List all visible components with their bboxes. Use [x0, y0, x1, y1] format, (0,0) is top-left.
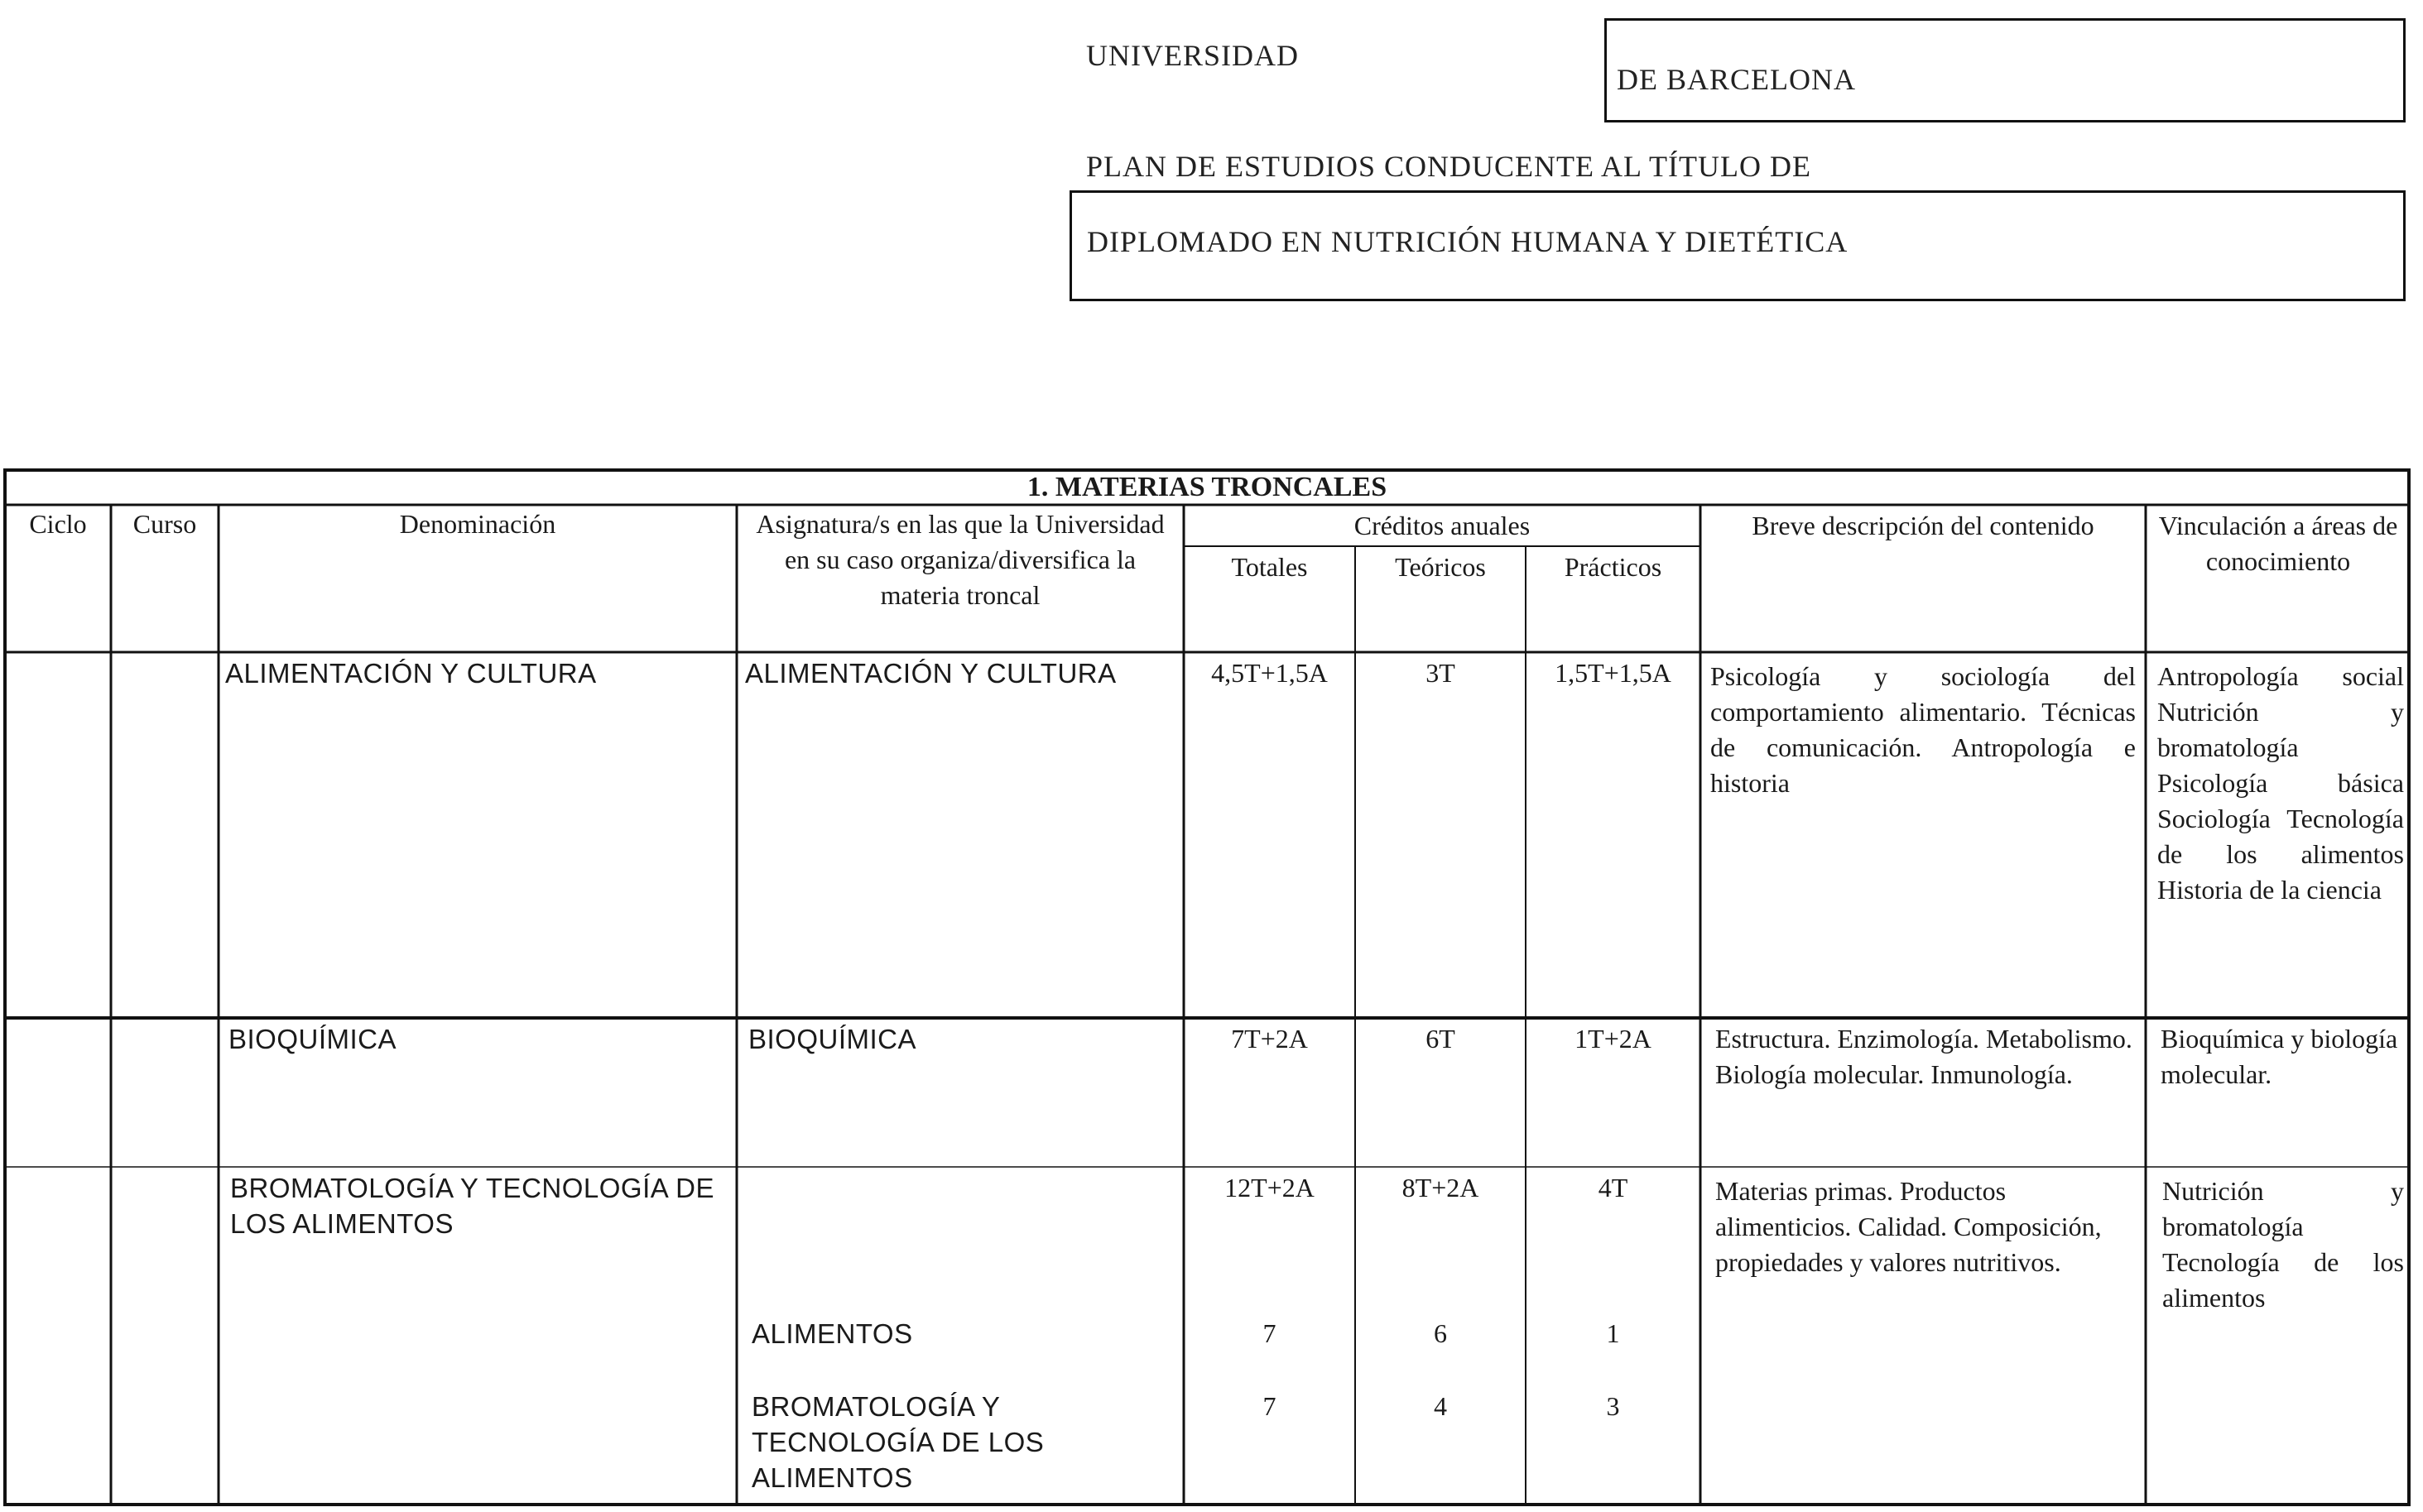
row1-asignatura: ALIMENTACIÓN Y CULTURA	[745, 658, 1117, 689]
row2-denominacion: BIOQUÍMICA	[228, 1024, 397, 1054]
row2-descripcion: Estructura. Enzimología. Metabolismo. Biología molecular. Inmunología.	[1715, 1024, 2132, 1089]
degree-title-box	[1070, 190, 2406, 301]
degree-title: DIPLOMADO EN NUTRICIÓN HUMANA Y DIETÉTICA	[1087, 225, 1848, 258]
row3-totales: 12T+2A	[1224, 1173, 1315, 1202]
row3-sub1-asignatura: ALIMENTOS	[752, 1318, 913, 1349]
col-header-descripcion: Breve descripción del contenido	[1752, 511, 2094, 540]
row3-sub1-practicos: 1	[1606, 1318, 1620, 1348]
col-header-creditos: Créditos anuales	[1353, 511, 1531, 540]
row1-totales: 4,5T+1,5A	[1211, 658, 1328, 688]
row3-sub2-asignatura: BROMATOLOGÍA Y TECNOLOGÍA DE LOS ALIMENTOS	[752, 1391, 1045, 1493]
row1-denominacion: ALIMENTACIÓN Y CULTURA	[225, 658, 597, 689]
university-label: UNIVERSIDAD	[1086, 39, 1299, 72]
university-name-box	[1604, 18, 2406, 122]
row2-totales: 7T+2A	[1231, 1024, 1308, 1054]
plan-label: PLAN DE ESTUDIOS CONDUCENTE AL TÍTULO DE	[1086, 150, 1811, 183]
row3-denominacion: BROMATOLOGÍA Y TECNOLOGÍA DE LOS ALIMENTOS	[230, 1173, 714, 1239]
col-header-practicos: Prácticos	[1564, 552, 1662, 582]
row3-descripcion: Materias primas. Productos alimenticios. Calidad. Composición, propiedades y valores nutritivos.	[1715, 1176, 2102, 1277]
table-title: 1. MATERIAS TRONCALES	[1026, 472, 1387, 502]
row3-sub1-totales: 7	[1262, 1318, 1276, 1348]
col-header-vinculacion: Vinculación a áreas de conocimiento	[2158, 511, 2398, 576]
row1-vinculacion: Antropología social Nutrición y bromatología Psicología básica Sociología Tecnología de los alimentos Historia de la ciencia	[2157, 661, 2404, 905]
row1-teoricos: 3T	[1425, 658, 1455, 688]
row3-sub2-teoricos: 4	[1434, 1391, 1447, 1421]
university-name: DE BARCELONA	[1617, 63, 1856, 96]
col-header-totales: Totales	[1231, 552, 1308, 582]
row3-practicos: 4T	[1598, 1173, 1628, 1202]
row3-vinculacion: Nutrición y bromatología Tecnología de los alimentos	[2162, 1176, 2404, 1313]
row2-teoricos: 6T	[1425, 1024, 1455, 1054]
row1-descripcion: Psicología y sociología del comportamiento alimentario. Técnicas de comunicación. Antropología e historia	[1710, 661, 2136, 798]
col-header-curso: Curso	[132, 509, 197, 539]
col-header-teoricos: Teóricos	[1395, 552, 1486, 582]
row2-vinculacion: Bioquímica y biología molecular.	[2161, 1024, 2398, 1089]
row2-asignatura: BIOQUÍMICA	[748, 1024, 917, 1054]
col-header-denominacion: Denominación	[399, 509, 556, 539]
row3-sub2-practicos: 3	[1606, 1391, 1620, 1421]
row1-practicos: 1,5T+1,5A	[1555, 658, 1671, 688]
row3-sub1-teoricos: 6	[1434, 1318, 1447, 1348]
row3-teoricos: 8T+2A	[1401, 1173, 1479, 1202]
col-header-ciclo: Ciclo	[29, 509, 87, 539]
row3-sub2-totales: 7	[1262, 1391, 1276, 1421]
row2-practicos: 1T+2A	[1574, 1024, 1651, 1054]
col-header-asignatura: Asignatura/s en las que la Universidad en su caso organiza/diversifica la materia troncal	[756, 509, 1165, 610]
